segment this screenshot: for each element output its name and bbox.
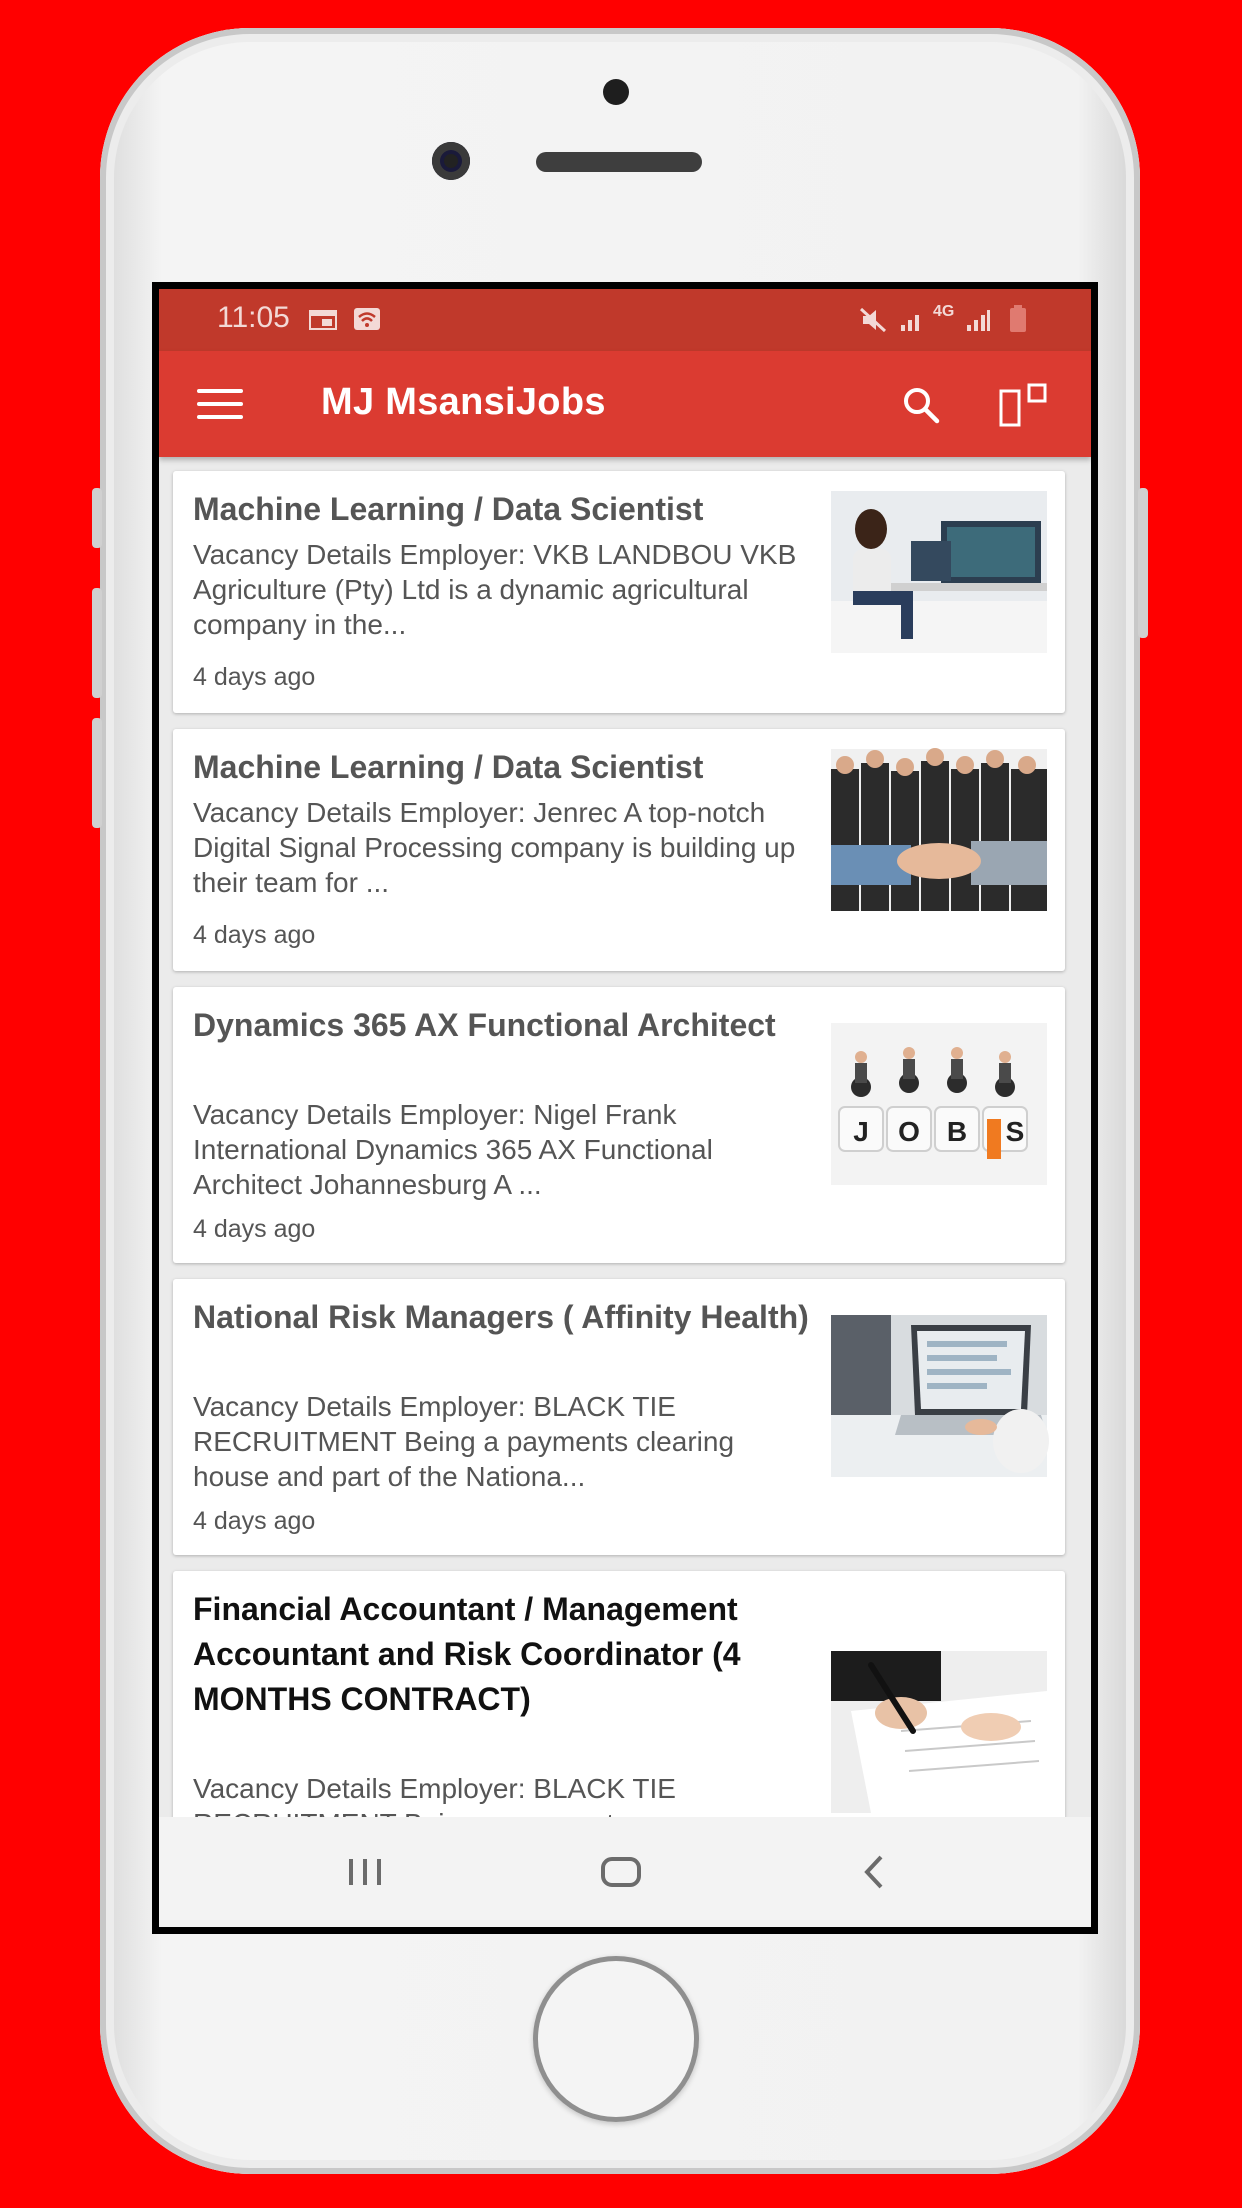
signal-icon-2 (965, 309, 991, 333)
phone-volume-up (92, 588, 102, 698)
wifi-icon (353, 307, 381, 331)
job-title: Dynamics 365 AX Functional Architect (193, 1007, 776, 1043)
phone-volume-down (92, 718, 102, 828)
app-title: MJ MsansiJobs (321, 381, 606, 423)
svg-text:B: B (946, 1116, 968, 1147)
mute-icon (859, 307, 887, 333)
job-thumbnail-signing (831, 1651, 1047, 1813)
svg-text:J: J (853, 1116, 869, 1147)
job-posted-time: 4 days ago (193, 1215, 316, 1243)
status-bar (159, 289, 1091, 351)
job-description: Vacancy Details Employer: BLACK TIE RECRUITMENT Being a payments clearing house and part of the Nationa... (193, 1391, 735, 1492)
phone-power-button (1138, 488, 1148, 638)
job-card[interactable] (173, 729, 1065, 971)
phone-side-button (92, 488, 102, 548)
recent-apps-icon[interactable] (345, 1847, 385, 1897)
job-title: Machine Learning / Data Scientist (193, 491, 704, 527)
android-nav-bar (159, 1817, 1091, 1927)
job-card[interactable] (173, 471, 1065, 713)
job-thumbnail-office (831, 491, 1047, 653)
status-time: 11:05 (217, 301, 290, 334)
front-camera (432, 142, 470, 180)
job-description: Vacancy Details Employer: VKB LANDBOU VKB Agriculture (Pty) Ltd is a dynamic agricultural company in the... (193, 539, 797, 640)
app-screen (152, 282, 1098, 1934)
job-description: Vacancy Details Employer: Nigel Frank International Dynamics 365 AX Functional Architect Johannesburg A ... (193, 1099, 713, 1200)
job-title: Financial Accountant / Management Accountant and Risk Coordinator (4 MONTHS CONTRACT) (193, 1591, 741, 1717)
job-card[interactable] (173, 1279, 1065, 1555)
job-thumbnail-laptop (831, 1315, 1047, 1477)
nav-home-icon[interactable] (599, 1847, 643, 1897)
job-card[interactable] (173, 987, 1065, 1263)
search-icon[interactable] (901, 385, 941, 425)
layout-toggle-icon[interactable] (999, 383, 1049, 429)
back-icon[interactable] (855, 1847, 895, 1897)
job-description: Vacancy Details Employer: BLACK TIE (193, 1773, 676, 1804)
job-title: National Risk Managers ( Affinity Health) (193, 1299, 809, 1335)
battery-icon (1009, 305, 1027, 333)
job-posted-time: 4 days ago (193, 1507, 316, 1535)
job-thumbnail-handshake (831, 749, 1047, 911)
home-button[interactable] (533, 1956, 699, 2122)
network-type-label: 4G (933, 303, 955, 320)
svg-text:O: O (898, 1116, 920, 1147)
job-list[interactable] (159, 457, 1091, 1817)
app-toolbar (159, 351, 1091, 457)
proximity-sensor (603, 79, 629, 105)
job-posted-time: 4 days ago (193, 921, 316, 949)
job-thumbnail-jobs-cubes (831, 1023, 1047, 1185)
job-title: Machine Learning / Data Scientist (193, 749, 704, 785)
calendar-icon (309, 309, 337, 331)
earpiece-speaker (536, 152, 702, 172)
job-posted-time: 4 days ago (193, 663, 316, 691)
signal-icon (899, 309, 925, 333)
svg-text:S: S (1005, 1116, 1025, 1147)
job-description: Vacancy Details Employer: Jenrec A top-notch Digital Signal Processing company is building up their team for ... (193, 797, 796, 898)
hamburger-menu-icon[interactable] (197, 389, 243, 419)
